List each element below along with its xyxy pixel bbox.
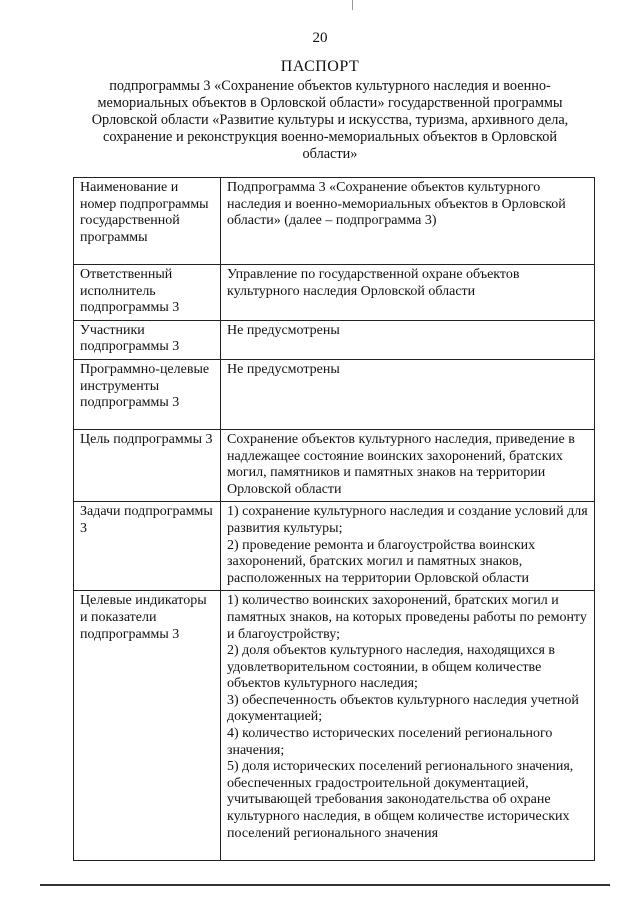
value-text: 4) количество исторических поселений регионального значения;	[227, 726, 553, 758]
row-value	[221, 359, 595, 429]
row-label: Цель подпрограммы 3	[74, 429, 221, 501]
document-subtitle: подпрограммы 3 «Сохранение объектов культурного наследия и военно-мемориальных объектов в Орловской области» государственной программы Орловской области «Развитие культуры и искусства, туризма, архивного дела, сохранение и реконструкция военно-мемориальных объектов в Орловской области»	[91, 78, 569, 162]
document-title: ПАСПОРТ	[280, 58, 360, 75]
value-text: Сохранение объектов культурного наследия, приведение в надлежащее состояние воинских захоронений, братских могил, памятников и памятных знаков на территории Орловской области	[227, 431, 575, 497]
table-row	[74, 265, 595, 321]
row-value	[221, 320, 595, 359]
table-row	[74, 320, 595, 359]
value-text: Подпрограмма 3 «Сохранение объектов культурного наследия и военно-мемориальных объектов в Орловской области» (далее – подпрограмма 3)	[227, 180, 566, 229]
value-text: 3) обеспеченность объектов культурного наследия учетной документацией;	[227, 692, 579, 725]
table-row	[74, 591, 595, 861]
row-label: Программно-целевые инструменты подпрограммы 3	[74, 359, 221, 429]
page-number: 20	[312, 30, 328, 46]
value-text: Не предусмотрены	[227, 322, 340, 338]
row-value	[221, 502, 595, 591]
value-text: 1) сохранение культурного наследия и создание условий для развития культуры;	[227, 504, 588, 536]
row-label: Наименование и номер подпрограммы государственной программы	[74, 178, 221, 265]
value-text: 5) доля исторических поселений регионального значения, обеспеченных градостроительной документацией, учитывающей требования законодательства об охране культурного наследия, в общем количестве исторических поселений регионального значения	[227, 759, 574, 841]
row-value	[221, 265, 595, 321]
row-label: Целевые индикаторы и показатели подпрограммы 3	[74, 591, 221, 861]
table-row	[74, 359, 595, 429]
row-value	[221, 591, 595, 861]
scan-mark	[352, 0, 353, 10]
value-text: 2) проведение ремонта и благоустройства воинских захоронений, братских могил и памятных знаков, расположенных на территории Орловской области	[227, 537, 536, 586]
value-text: 2) доля объектов культурного наследия, находящихся в удовлетворительном состоянии, в общем количестве объектов культурного наследия;	[227, 643, 556, 692]
table-row	[74, 502, 595, 591]
value-text: Управление по государственной охране объектов культурного наследия Орловской области	[227, 267, 520, 299]
value-text: Не предусмотрены	[227, 361, 340, 377]
row-value	[221, 178, 595, 265]
table-row	[74, 429, 595, 501]
row-label: Ответственный исполнитель подпрограммы 3	[74, 265, 221, 321]
passport-table	[73, 177, 595, 861]
row-label: Участники подпрограммы 3	[74, 320, 221, 359]
row-label: Задачи подпрограммы 3	[74, 502, 221, 591]
table-row	[74, 178, 595, 265]
bottom-rule	[40, 884, 610, 886]
row-value	[221, 429, 595, 501]
value-text: 1) количество воинских захоронений, братских могил и памятных знаков, на которых проведены работы по ремонту и благоустройству;	[227, 593, 587, 642]
